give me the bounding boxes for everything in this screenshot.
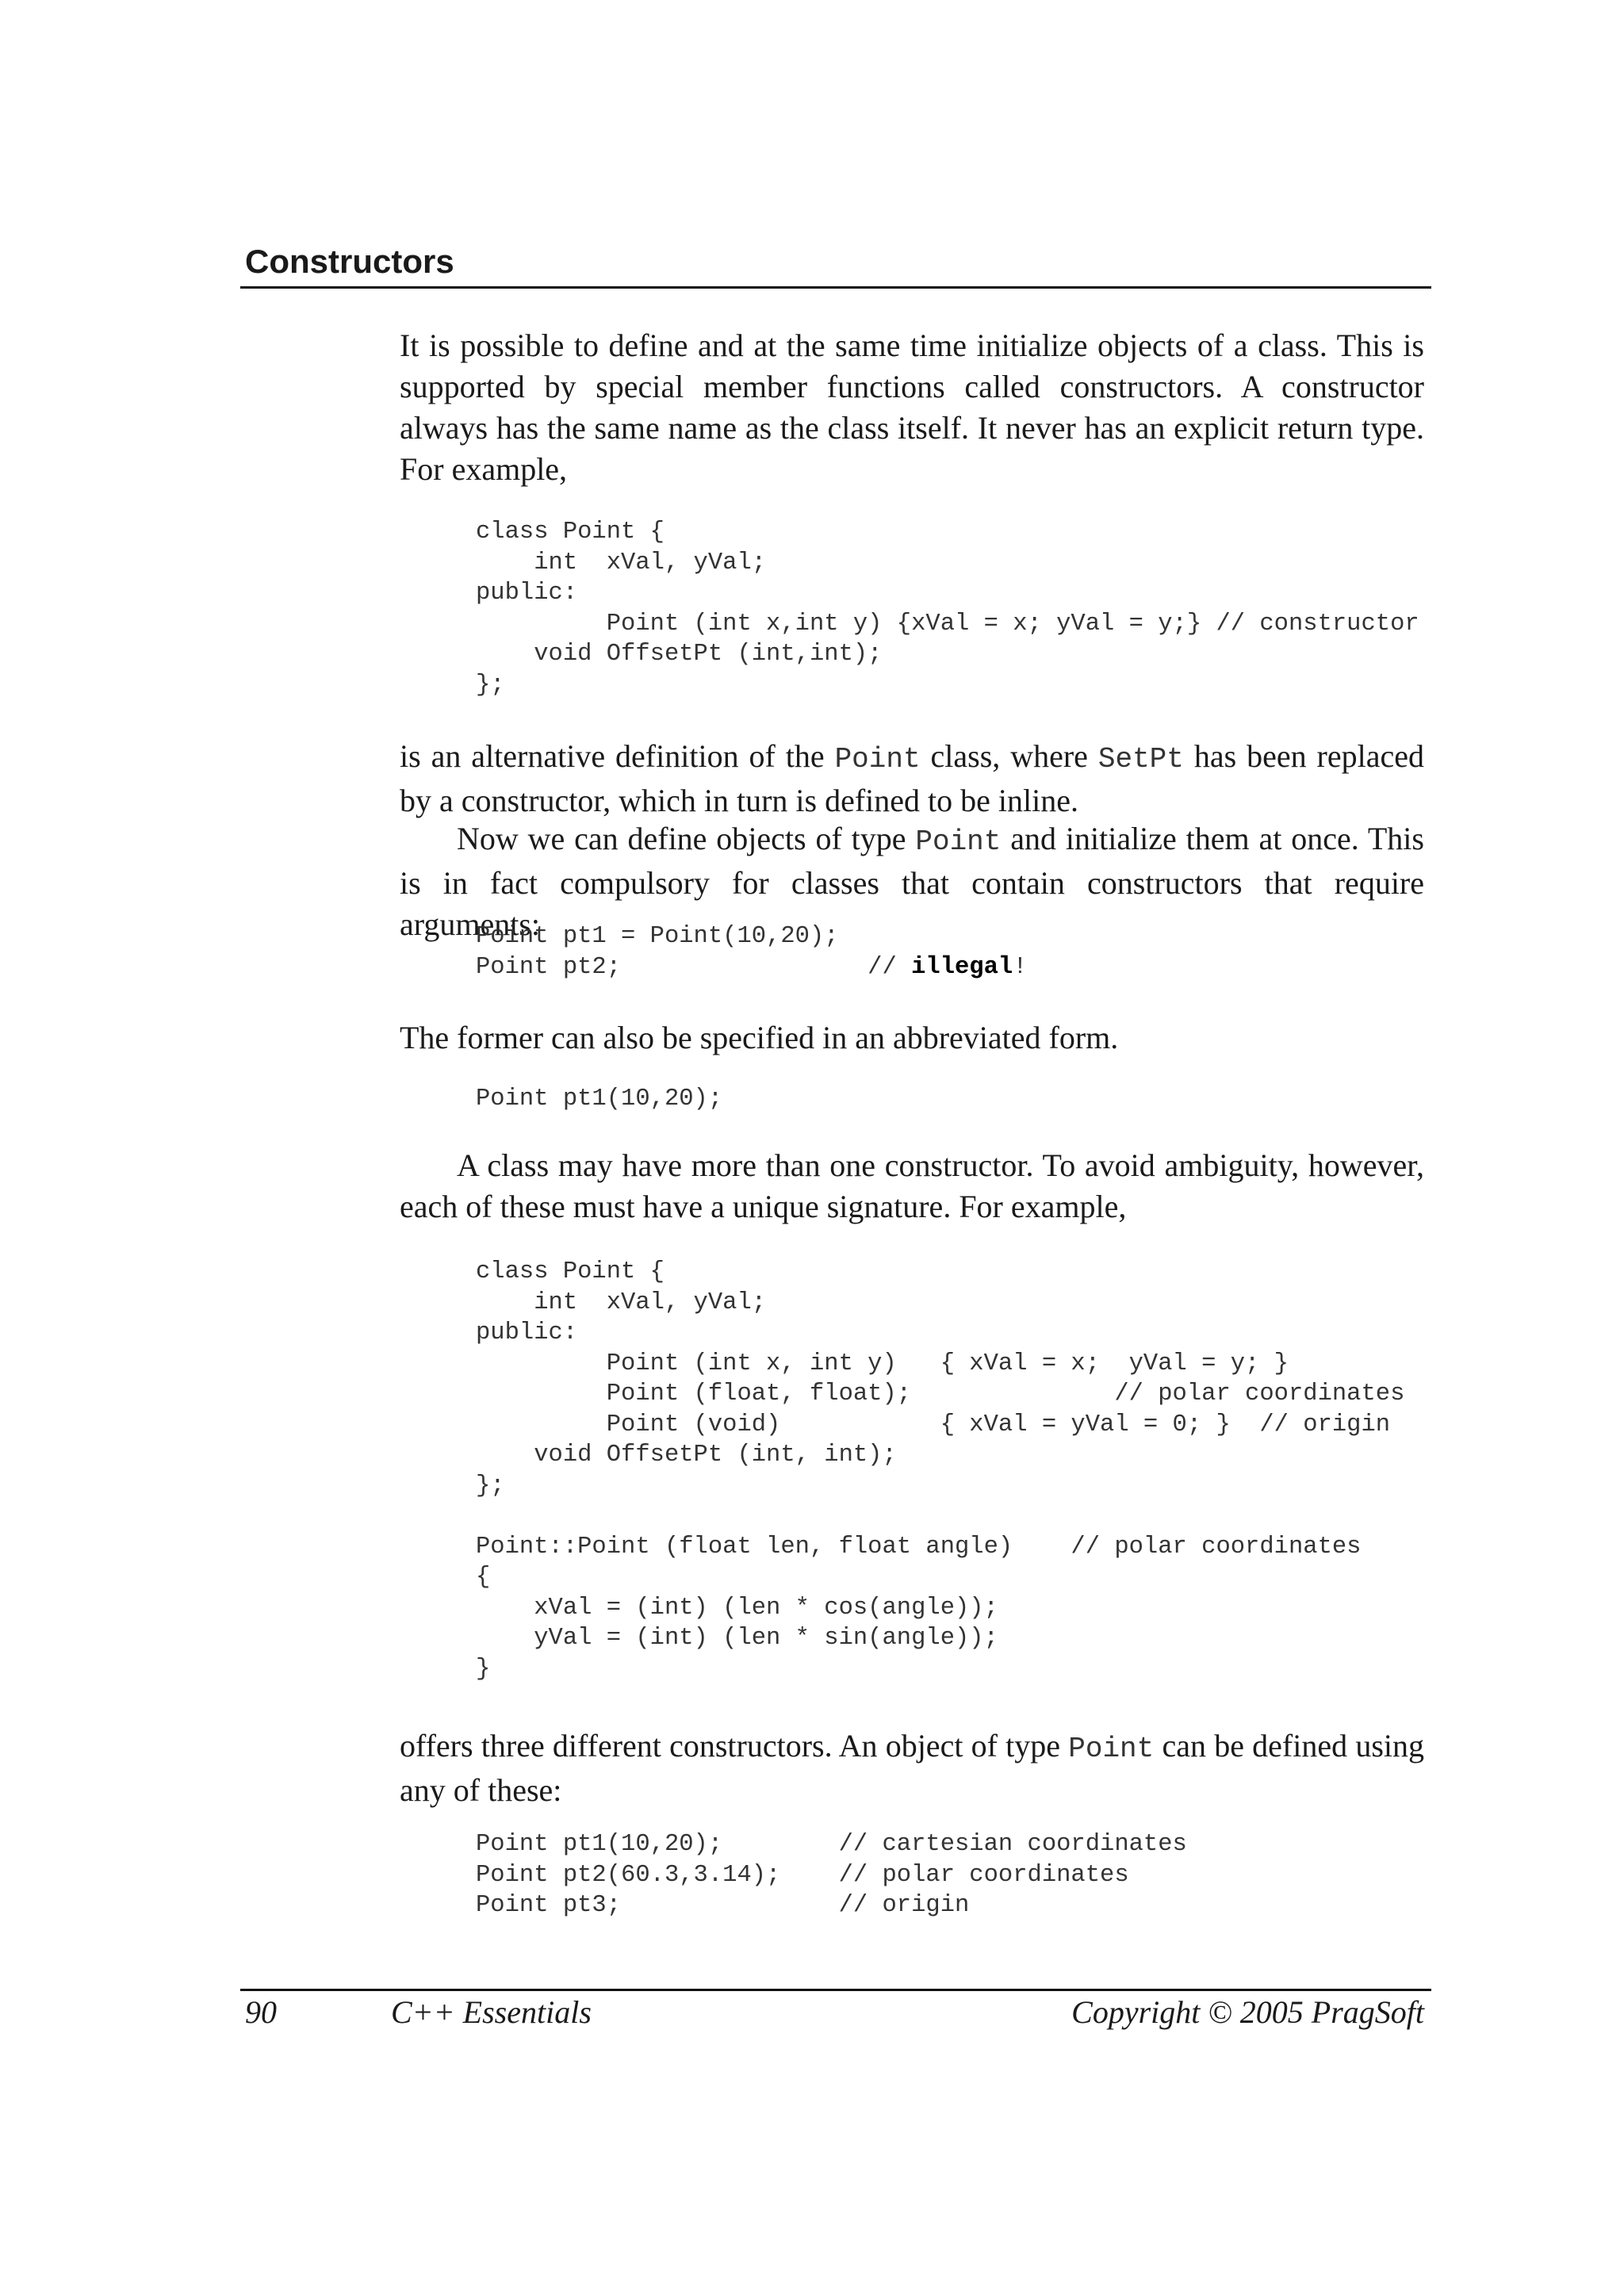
multiple-constructors-paragraph: A class may have more than one constructor. To avoid ambiguity, however, each of these must have a unique signature. For example,: [400, 1147, 1424, 1224]
alternative-definition-paragraph: is an alternative definition of the Point class, where SetPt has been replaced by a constructor, which in turn is defined to be inline.: [400, 738, 1424, 818]
code-line: Point (float, float); // polar coordinates: [476, 1381, 1405, 1407]
code-line: Point (int x, int y) { xVal = x; yVal = y; }: [476, 1350, 1289, 1377]
code-line: Point (int x,int y) {xVal = x; yVal = y;} // constructor: [476, 610, 1419, 638]
code-line: class Point {: [476, 519, 665, 546]
code-block-define-objects: [476, 921, 1028, 982]
code-line: public:: [476, 1319, 578, 1346]
page-number: 90: [245, 1994, 277, 2030]
code-line: {: [476, 1564, 491, 1591]
book-title: C++ Essentials: [391, 1994, 592, 2030]
code-line: Point pt2; // illegal!: [476, 953, 1028, 981]
three-constructors-paragraph: offers three different constructors. An object of type Point can be defined using any of these:: [400, 1728, 1424, 1808]
inline-code: Point: [834, 743, 921, 776]
code-block-object-definitions: [476, 1829, 1187, 1921]
code-block-abbreviated: [476, 1084, 722, 1115]
code-block-overloaded-constructors: [476, 1257, 1404, 1684]
code-line: Point pt1(10,20); // cartesian coordinates: [476, 1831, 1187, 1858]
code-line: };: [476, 671, 505, 699]
code-line: yVal = (int) (len * sin(angle));: [476, 1625, 998, 1652]
code-line: Point (void) { xVal = yVal = 0; } // origin: [476, 1411, 1391, 1438]
define-objects-paragraph: Now we can define objects of type Point and initialize them at once. This is in fact compulsory for classes that contain constructors that require arguments:: [400, 821, 1424, 942]
code-line: int xVal, yVal;: [476, 549, 767, 576]
footer-rule: [240, 1989, 1431, 1991]
code-line: Point pt3; // origin: [476, 1892, 970, 1919]
code-line: class Point {: [476, 1258, 665, 1285]
code-line: void OffsetPt (int,int);: [476, 641, 883, 668]
abbreviated-form-paragraph: The former can also be specified in an abbreviated form.: [400, 1020, 1119, 1055]
inline-code: Point: [1068, 1733, 1155, 1765]
illegal-keyword: illegal: [911, 953, 1013, 981]
copyright-notice: Copyright © 2005 PragSoft: [1071, 1994, 1424, 2030]
header-rule: [240, 286, 1431, 289]
code-line: int xVal, yVal;: [476, 1289, 767, 1316]
code-line: Point::Point (float len, float angle) // polar coordinates: [476, 1533, 1362, 1561]
code-block-point-class: [476, 517, 1419, 700]
code-line: Point pt1(10,20);: [476, 1086, 723, 1113]
section-title: Constructors: [245, 243, 454, 280]
code-line: }: [476, 1655, 491, 1683]
code-line: };: [476, 1472, 505, 1499]
inline-code: Point: [915, 825, 1002, 858]
inline-code: SetPt: [1097, 743, 1184, 776]
intro-paragraph: It is possible to define and at the same time initialize objects of a class. This is supported by special member functions called constructors. A constructor always has the same name as the class itself. It never has an explicit return type. For example,: [400, 327, 1424, 487]
code-line: public:: [476, 580, 578, 607]
code-line: Point pt1 = Point(10,20);: [476, 923, 839, 950]
code-line: xVal = (int) (len * cos(angle));: [476, 1594, 998, 1622]
code-line: void OffsetPt (int, int);: [476, 1442, 897, 1469]
code-line: Point pt2(60.3,3.14); // polar coordinates: [476, 1861, 1129, 1889]
